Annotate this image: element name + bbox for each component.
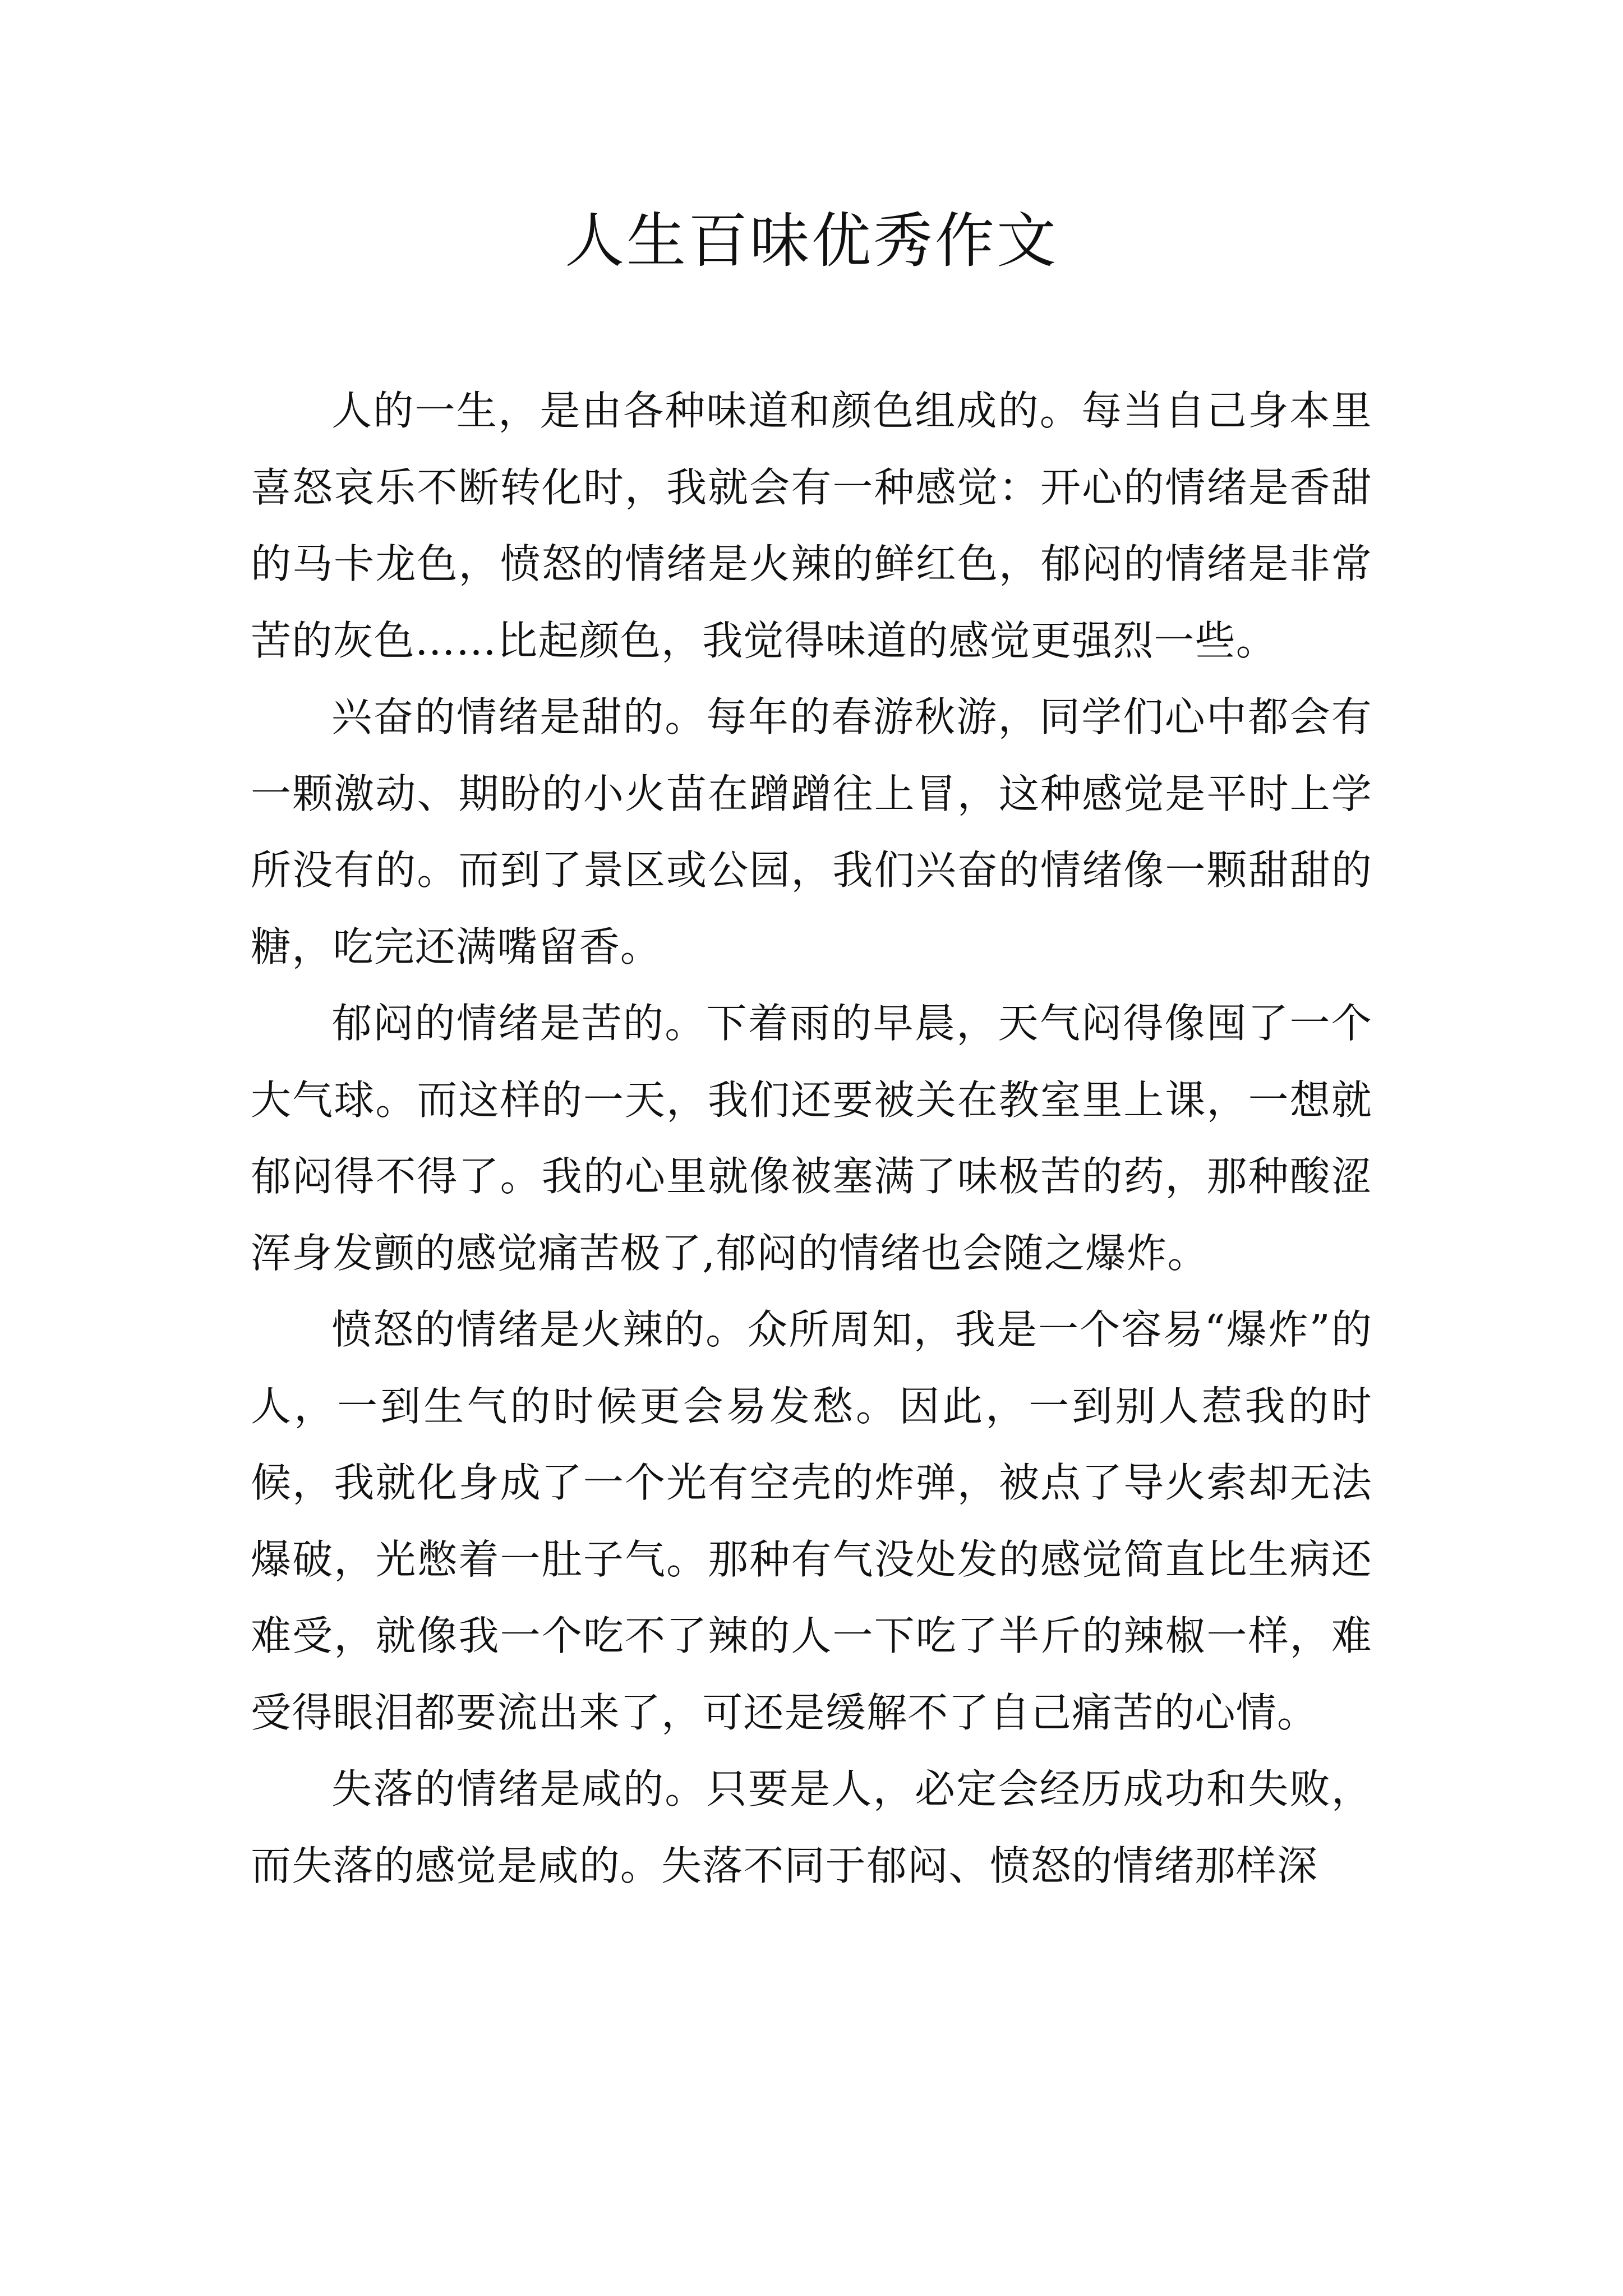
paragraph-4: 愤怒的情绪是火辣的。众所周知，我是一个容易“爆炸”的人，一到生气的时候更会易发愁。因此，一到别人惹我的时候，我就化身成了一个光有空壳的炸弹，被点了导火索却无法爆破，光憋着一肚子气。那种有气没处发的感觉简直比生病还难受，就像我一个吃不了辣的人一下吃了半斤的辣椒一样，难受得眼泪都要流出来了，可还是缓解不了自己痛苦的心情。	[251, 1306, 1372, 1736]
paragraph-2: 兴奋的情绪是甜的。每年的春游秋游，同学们心中都会有一颗激动、期盼的小火苗在蹭蹭往上冒，这种感觉是平时上学所没有的。而到了景区或公园，我们兴奋的情绪像一颗甜甜的糖，吃完还满嘴留香。	[251, 693, 1372, 970]
document-title: 人生百味优秀作文	[565, 206, 1058, 275]
paragraph-1: 人的一生，是由各种味道和颜色组成的。每当自己身本里喜怒哀乐不断转化时，我就会有一种感觉：开心的情绪是香甜的马卡龙色，愤怒的情绪是火辣的鲜红色，郁闷的情绪是非常苦的灰色……比起颜色，我觉得味道的感觉更强烈一些。	[251, 387, 1372, 664]
document-body	[251, 372, 1372, 1904]
paragraph-3: 郁闷的情绪是苦的。下着雨的早晨，天气闷得像囤了一个大气球。而这样的一天，我们还要被关在教室里上课，一想就郁闷得不得了。我的心里就像被塞满了味极苦的药，那种酸涩浑身发颤的感觉痛苦极了,郁闷的情绪也会随之爆炸。	[251, 1000, 1372, 1277]
paragraph-5: 失落的情绪是咸的。只要是人，必定会经历成功和失败，而失落的感觉是咸的。失落不同于郁闷、愤怒的情绪那样深	[251, 1765, 1372, 1889]
